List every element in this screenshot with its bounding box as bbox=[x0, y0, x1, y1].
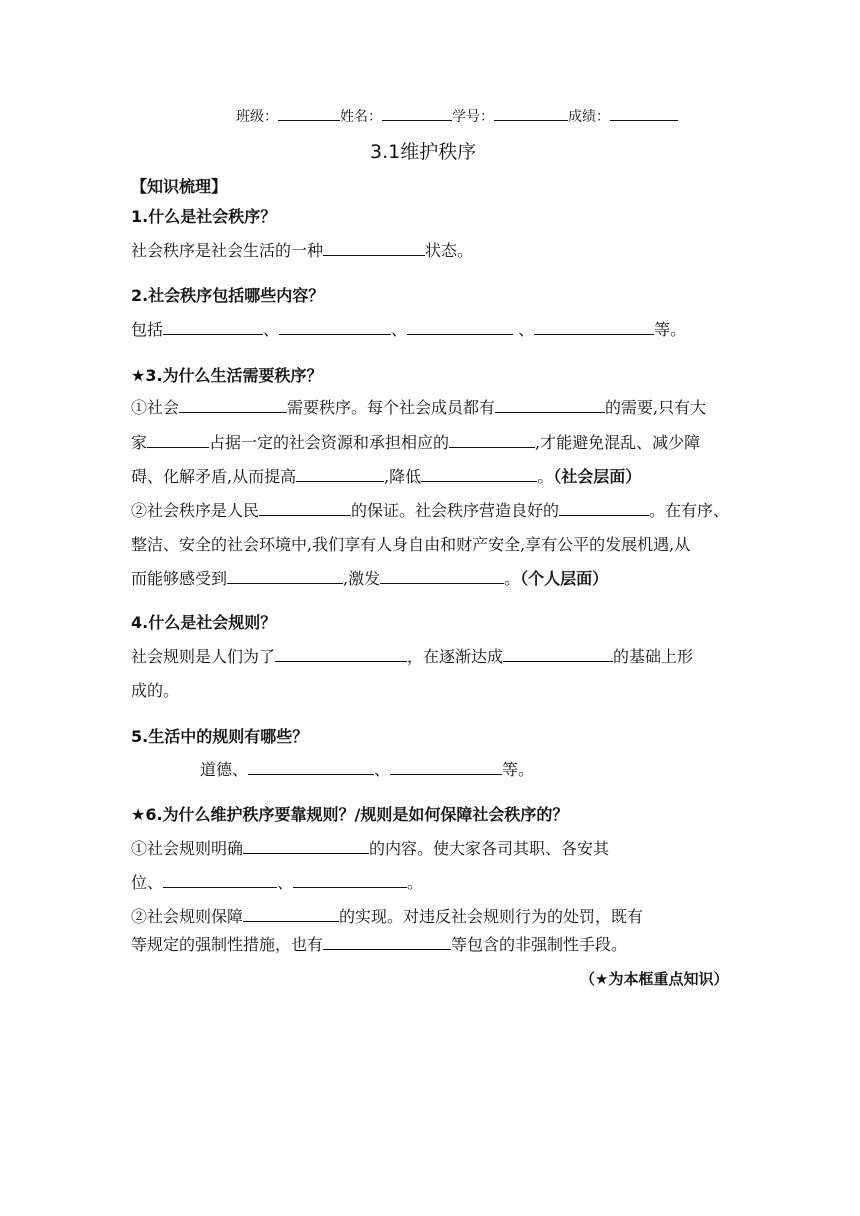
q6-l2-end: 。 bbox=[407, 873, 424, 892]
q6-blank-5[interactable] bbox=[323, 933, 451, 950]
q6-blank-4[interactable] bbox=[243, 905, 339, 922]
q5-text-end: 等。 bbox=[502, 760, 535, 779]
q2-sep-2: 、 bbox=[391, 320, 408, 339]
q3-l6-b: ,激发 bbox=[343, 569, 381, 588]
q2-blank-2[interactable] bbox=[279, 318, 391, 335]
q3-blank-8[interactable] bbox=[559, 499, 649, 516]
student-id-label: 学号： bbox=[452, 109, 494, 125]
q1-blank-1[interactable] bbox=[323, 239, 425, 256]
q6-l1-a: ①社会规则明确 bbox=[131, 839, 244, 858]
q4-l1-a: 社会规则是人们为了 bbox=[131, 647, 276, 666]
q6-l4-b: 等包含的非强制性手段。 bbox=[451, 935, 628, 954]
q6-blank-2[interactable] bbox=[163, 871, 277, 888]
q3-l4-c: 。在有序、 bbox=[649, 501, 730, 520]
q3-l1-c: 的需要,只有大 bbox=[605, 398, 707, 417]
question-6-line-1 bbox=[131, 837, 609, 861]
name-blank[interactable] bbox=[382, 104, 452, 121]
question-3-line-1 bbox=[131, 396, 706, 420]
q3-l4-a: ②社会秩序是人民 bbox=[131, 501, 260, 520]
q3-l3-c: 。 bbox=[537, 467, 554, 486]
q3-l6-c: 。 bbox=[504, 569, 521, 588]
q6-l4-a: 等规定的强制性措施，也有 bbox=[131, 935, 324, 954]
q2-sep-1: 、 bbox=[263, 320, 280, 339]
q2-blank-4[interactable] bbox=[534, 318, 654, 335]
q2-sep-3: 、 bbox=[513, 320, 535, 339]
q5-blank-1[interactable] bbox=[248, 758, 374, 775]
q2-blank-1[interactable] bbox=[163, 318, 263, 335]
q3-blank-4[interactable] bbox=[449, 431, 535, 448]
question-4-line-2: 成的。 bbox=[131, 681, 180, 700]
q4-l1-b: ，在逐渐达成 bbox=[407, 647, 504, 666]
section-label: 【知识梳理】 bbox=[131, 177, 228, 196]
question-5-heading: 5.生活中的规则有哪些？ bbox=[131, 727, 309, 746]
q3-l3-b: ,降低 bbox=[384, 467, 422, 486]
q5-text-a: 道德、 bbox=[200, 760, 249, 779]
q4-blank-1[interactable] bbox=[275, 645, 407, 662]
q5-blank-2[interactable] bbox=[390, 758, 502, 775]
question-6-line-3 bbox=[131, 905, 643, 929]
q1-text-a: 社会秩序是社会生活的一种 bbox=[131, 241, 324, 260]
q6-l3-b: 的实现。对违反社会规则行为的处罚，既有 bbox=[339, 907, 644, 926]
q3-blank-7[interactable] bbox=[259, 499, 351, 516]
q3-blank-6[interactable] bbox=[421, 465, 537, 482]
class-blank[interactable] bbox=[278, 104, 340, 121]
q2-blank-3[interactable] bbox=[407, 318, 513, 335]
q3-l6-a: 而能够感受到 bbox=[131, 569, 228, 588]
q3-blank-2[interactable] bbox=[495, 396, 605, 413]
student-info-line bbox=[236, 104, 678, 129]
page-title: 3.1维护秩序 bbox=[370, 141, 477, 163]
q6-blank-1[interactable] bbox=[243, 837, 369, 854]
question-4-line-1 bbox=[131, 645, 693, 669]
question-6-line-4 bbox=[131, 933, 627, 957]
q3-blank-5[interactable] bbox=[296, 465, 384, 482]
q4-l1-c: 的基础上形 bbox=[613, 647, 694, 666]
q6-blank-3[interactable] bbox=[293, 871, 407, 888]
question-5-line bbox=[200, 758, 534, 782]
q3-blank-9[interactable] bbox=[227, 567, 343, 584]
q3-l2-b: 占据一定的社会资源和承担相应的 bbox=[209, 433, 450, 452]
score-blank[interactable] bbox=[610, 104, 678, 121]
q6-l1-b: 的内容。使大家各司其职、各安其 bbox=[369, 839, 610, 858]
q4-blank-2[interactable] bbox=[503, 645, 613, 662]
q3-blank-1[interactable] bbox=[179, 396, 287, 413]
question-1-line bbox=[131, 239, 473, 263]
q1-text-b: 状态。 bbox=[425, 241, 474, 260]
question-6-heading: ★6.为什么维护秩序要靠规则？/规则是如何保障社会秩序的？ bbox=[131, 805, 569, 824]
q6-l2-sep: 、 bbox=[277, 873, 294, 892]
question-6-line-2 bbox=[131, 871, 423, 895]
question-3-line-3 bbox=[131, 465, 641, 489]
class-label: 班级： bbox=[236, 109, 278, 125]
q5-sep: 、 bbox=[374, 760, 391, 779]
question-2-line bbox=[131, 318, 686, 342]
q3-l4-b: 的保证。社会秩序营造良好的 bbox=[351, 501, 560, 520]
question-3-line-2 bbox=[131, 431, 700, 455]
q3-blank-10[interactable] bbox=[380, 567, 504, 584]
name-label: 姓名： bbox=[340, 109, 382, 125]
q2-text-a: 包括 bbox=[131, 320, 164, 339]
q3-personal-level-tag: （个人层面） bbox=[520, 569, 609, 588]
question-3-heading: ★3.为什么生活需要秩序？ bbox=[131, 366, 323, 385]
student-id-blank[interactable] bbox=[494, 104, 568, 121]
q3-l3-a: 碍、化解矛盾,从而提高 bbox=[131, 467, 297, 486]
question-2-heading: 2.社会秩序包括哪些内容？ bbox=[131, 286, 325, 305]
question-3-line-6 bbox=[131, 567, 608, 591]
q3-social-level-tag: （社会层面） bbox=[553, 467, 642, 486]
question-3-line-5: 整洁、安全的社会环境中,我们享有人身自由和财产安全,享有公平的发展机遇,从 bbox=[131, 535, 691, 554]
score-label: 成绩： bbox=[568, 109, 610, 125]
q6-l3-a: ②社会规则保障 bbox=[131, 907, 244, 926]
q3-l1-a: ①社会 bbox=[131, 398, 180, 417]
footnote: （★为本框重点知识） bbox=[580, 970, 729, 988]
question-3-line-4 bbox=[131, 499, 729, 523]
q3-l2-a: 家 bbox=[131, 433, 148, 452]
q6-l2-a: 位、 bbox=[131, 873, 164, 892]
q3-blank-3[interactable] bbox=[147, 431, 209, 448]
q3-l1-b: 需要秩序。每个社会成员都有 bbox=[287, 398, 496, 417]
question-4-heading: 4.什么是社会规则？ bbox=[131, 613, 277, 632]
question-1-heading: 1.什么是社会秩序？ bbox=[131, 207, 277, 226]
q3-l2-c: ,才能避免混乱、减少障 bbox=[535, 433, 701, 452]
q2-text-end: 等。 bbox=[654, 320, 687, 339]
